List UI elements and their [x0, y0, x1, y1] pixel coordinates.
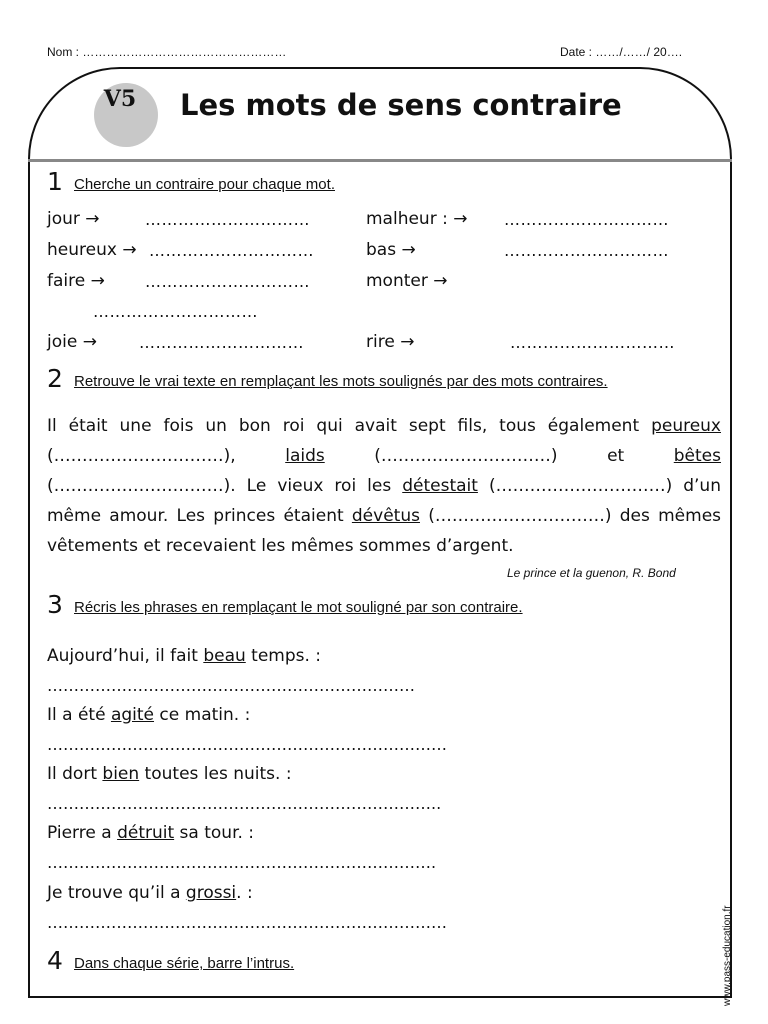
exercise-2-instruction: Retrouve le vrai texte en remplaçant les mots soulignés par des mots contraires.	[74, 373, 608, 390]
answer-blank[interactable]: …………………………	[504, 210, 669, 229]
underlined-word: agité	[110, 705, 155, 725]
answer-blank[interactable]: …………………………	[93, 302, 258, 321]
ex1-word-faire: faire →	[47, 271, 105, 291]
exercise-3-number: 3	[47, 590, 63, 619]
answer-blank[interactable]: …………………………	[510, 333, 675, 352]
answer-line[interactable]: ……………………………………………………………	[47, 676, 415, 695]
arrow-icon: →	[122, 240, 137, 260]
arrow-icon: →	[90, 271, 105, 291]
arrow-icon: →	[453, 209, 468, 229]
ex1-word-heureux: heureux →	[47, 240, 137, 260]
level-badge-label: V5	[103, 86, 137, 112]
sentence-1: Aujourd’hui, il fait beau temps. :	[47, 646, 322, 666]
sentence-4: Pierre a détruit sa tour. :	[47, 823, 255, 843]
underlined-word: bêtes	[673, 446, 721, 466]
answer-blank[interactable]: (…………………………)	[47, 446, 231, 466]
answer-blank[interactable]: …………………………	[149, 241, 314, 260]
answer-blank[interactable]: (…………………………)	[374, 446, 558, 466]
answer-blank[interactable]: (…………………………)	[47, 476, 231, 496]
exercise-4-number: 4	[47, 946, 63, 975]
arrow-icon: →	[401, 240, 416, 260]
underlined-word: peureux	[651, 416, 721, 436]
ex1-word-joie: joie →	[47, 332, 97, 352]
underlined-word: détestait	[402, 476, 478, 496]
story-credit: Le prince et la guenon, R. Bond	[507, 566, 676, 580]
answer-blank[interactable]: …………………………	[504, 241, 669, 260]
exercise-3-instruction: Récris les phrases en remplaçant le mot souligné par son contraire.	[74, 599, 523, 616]
underlined-word: laids	[285, 446, 325, 466]
sentence-2: Il a été agité ce matin. :	[47, 705, 251, 725]
exercise-2-number: 2	[47, 364, 63, 393]
underlined-word: beau	[203, 646, 246, 666]
name-field[interactable]: Nom : ……………………………………………	[47, 45, 287, 59]
ex1-word-monter: monter →	[366, 271, 448, 291]
answer-blank[interactable]: …………………………	[145, 210, 310, 229]
sentence-3: Il dort bien toutes les nuits. :	[47, 764, 292, 784]
arrow-icon: →	[433, 271, 448, 291]
underlined-word: détruit	[117, 823, 175, 843]
underlined-word: bien	[102, 764, 140, 784]
sentence-5: Je trouve qu’il a grossi. :	[47, 883, 253, 903]
underlined-word: dévêtus	[351, 506, 420, 526]
answer-line[interactable]: ………………………………………………………………..	[47, 794, 442, 813]
answer-blank[interactable]: …………………………	[139, 333, 304, 352]
ex1-word-jour: jour →	[47, 209, 100, 229]
page-title: Les mots de sens contraire	[180, 88, 622, 122]
arrow-icon: →	[400, 332, 415, 352]
arrow-icon: →	[82, 332, 97, 352]
answer-line[interactable]: …………………………………………………………………	[47, 913, 447, 932]
answer-line[interactable]: ……………………………………………………………….	[47, 853, 437, 872]
underlined-word: grossi	[185, 883, 237, 903]
ex1-word-bas: bas →	[366, 240, 416, 260]
story-paragraph: Il était une fois un bon roi qui avait sept fils, tous également peureux (…………………………), laids (…………………………) et bêtes (…………………………). Le vieux roi les détestait (…………………………) d’un même amour. Les princes étaient dévêtus (…………………………) des mêmes vêtements et recevaient les mêmes sommes d’argent.	[47, 416, 722, 556]
ex1-word-malheur: malheur : →	[366, 209, 468, 229]
answer-blank[interactable]: …………………………	[145, 272, 310, 291]
answer-blank[interactable]: (…………………………)	[428, 506, 612, 526]
ex1-word-rire: rire →	[366, 332, 415, 352]
answer-blank[interactable]: (…………………………)	[488, 476, 673, 496]
date-field[interactable]: Date : ……/……/ 20….	[560, 45, 683, 59]
site-watermark: www.pass-education.fr	[722, 905, 733, 1006]
answer-line[interactable]: …………………………………………………………………	[47, 735, 447, 754]
exercise-4-instruction: Dans chaque série, barre l’intrus.	[74, 955, 295, 972]
arrow-icon: →	[85, 209, 100, 229]
exercise-1-instruction: Cherche un contraire pour chaque mot.	[74, 176, 335, 193]
exercise-1-number: 1	[47, 167, 63, 196]
